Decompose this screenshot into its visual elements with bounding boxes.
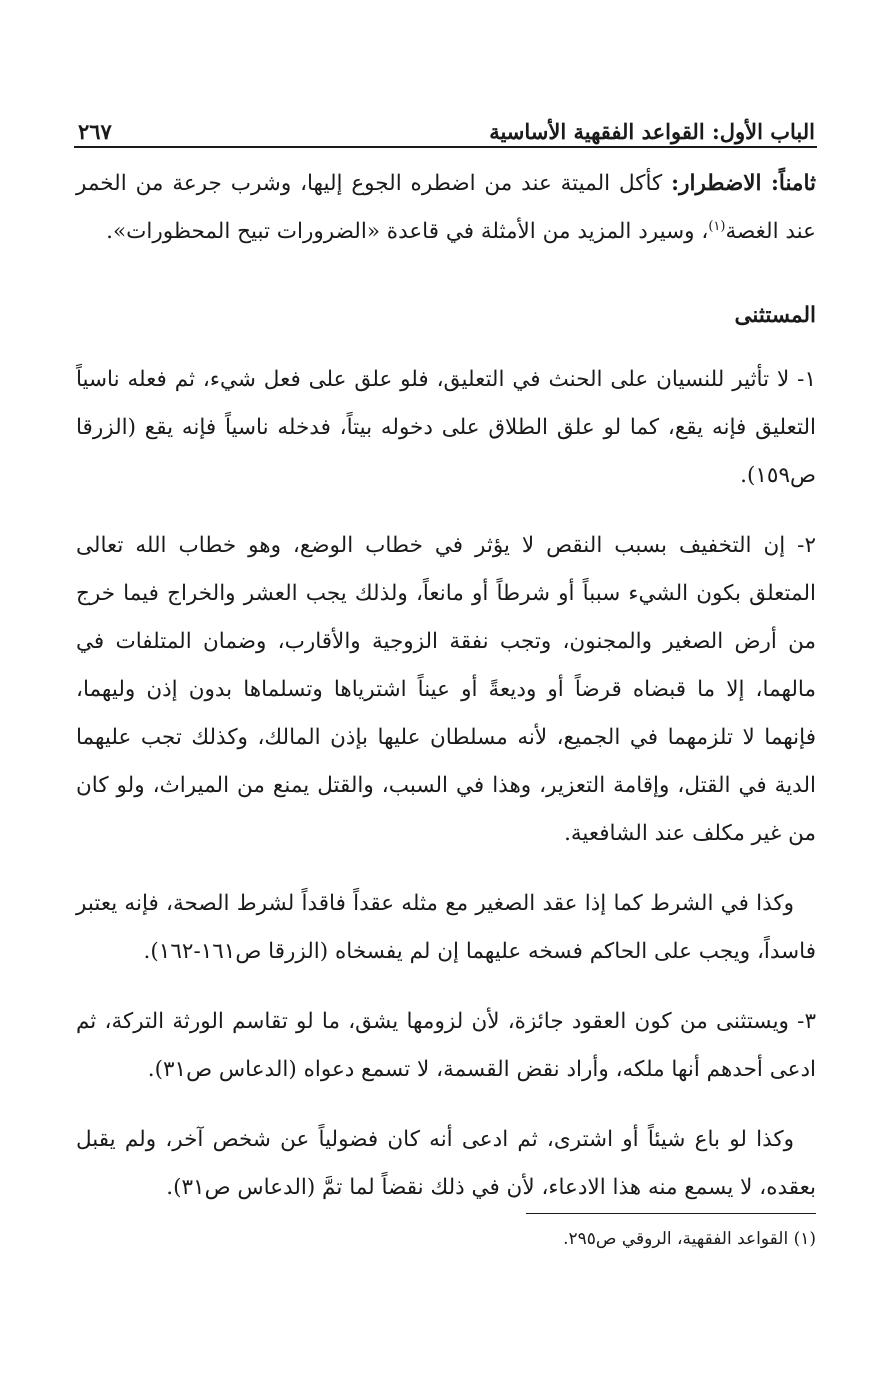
main-text: [76, 160, 816, 1234]
paragraph-text-continued: ، وسيرد المزيد من الأمثلة في قاعدة «الضرورات تبيح المحظورات».: [106, 219, 709, 244]
footnote: (١) القواعد الفقهية، الروقي ص٢٩٥.: [563, 1229, 816, 1249]
running-head: [78, 104, 815, 144]
header-divider: [74, 146, 817, 148]
exception-item-2: ٢- إن التخفيف بسبب النقص لا يؤثر في خطاب الوضع، وهو خطاب الله تعالى المتعلق بكون الشيء سبباً أو شرطاً أو مانعاً، ولذلك يجب العشر والخراج فيما خرج من أرض الصغير والمجنون، وتجب نفقة الزوجية والأقارب، وضمان المتلفات في مالهما، إلا ما قبضاه قرضاً أو وديعةً أو عيناً اشترياها وتسلماها بدون إذن وليهما، فإنهما لا تلزمهما في الجميع، لأنه مسلطان عليها بإذن المالك، وكذلك تجب عليهما الدية في القتل، وإقامة التعزير، وهذا في السبب، والقتل يمنع من الميراث، ولو كان من غير مكلف عند الشافعية.: [76, 533, 816, 846]
page-number: ٢٦٧: [78, 119, 112, 144]
exception-item-3: ٣- ويستثنى من كون العقود جائزة، لأن لزومها يشق، ما لو تقاسم الورثة التركة، ثم ادعى أحدهم أنها ملكه، وأراد نقض القسمة، لا تسمع دعواه (الدعاس ص٣١).: [76, 1009, 816, 1082]
paragraph-necessity: [76, 160, 816, 256]
chapter-title: الباب الأول: القواعد الفقهية الأساسية: [489, 119, 815, 144]
footnote-divider: [526, 1213, 816, 1214]
exception-item-2-continued: وكذا في الشرط كما إذا عقد الصغير مع مثله عقداً فاقداً لشرط الصحة، فإنه يعتبر فاسداً، ويجب على الحاكم فسخه عليهما إن لم يفسخاه (الزرقا ص١٦١-١٦٢).: [76, 891, 816, 964]
exception-item-3-continued: وكذا لو باع شيئاً أو اشترى، ثم ادعى أنه كان فضولياً عن شخص آخر، ولم يقبل بعقده، لا يسمع منه هذا الادعاء، لأن في ذلك نقضاً لما تمَّ (الدعاس ص٣١).: [76, 1127, 816, 1200]
footnote-reference: (١): [708, 218, 726, 234]
section-heading: المستثنى: [734, 303, 816, 328]
exception-item-1: ١- لا تأثير للنسيان على الحنث في التعليق، فلو علق على فعل شيء، ثم فعله ناسياً التعليق فإنه يقع، كما لو علق الطلاق على دخوله بيتاً، فدخله ناسياً فإنه يقع (الزرقا ص١٥٩).: [76, 367, 816, 488]
paragraph-text: كأكل الميتة عند من اضطره الجوع إليها، وشرب جرعة من الخمر عند الغصة: [76, 171, 816, 244]
paragraph-lead: ثامناً: الاضطرار:: [671, 171, 816, 196]
